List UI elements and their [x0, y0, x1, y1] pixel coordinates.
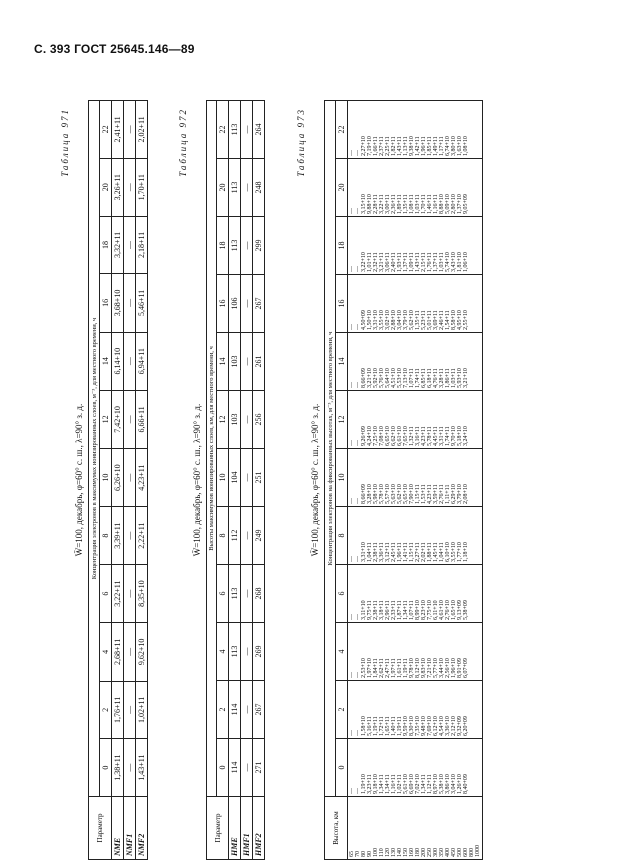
- height-header: Высота, км: [325, 797, 348, 860]
- table-cell: 112: [229, 507, 241, 565]
- table-973: [324, 100, 483, 860]
- table-row: [253, 101, 265, 860]
- table-cell: 6,26+10: [112, 449, 124, 507]
- hour-header: 18: [217, 217, 229, 275]
- table-cell: 104: [229, 449, 241, 507]
- hour-header: 6: [336, 565, 348, 623]
- table-cell: 248: [253, 159, 265, 217]
- data-column: — — 1,58+10 5,16+11 1,19+11 1,72+11 1,65+11 1,40+11 1,19+11 9,59+10 8,30+10 7,35+10 9,48+10 7,69+10 6,12+10 4,54+10 3,36+10 2,12+10 9,32+09 6,20+09: [348, 681, 483, 739]
- table-cell: —: [124, 158, 136, 216]
- hour-header: 12: [100, 390, 112, 448]
- table-cell: 267: [253, 681, 265, 739]
- table-cell: 6,66+11: [136, 390, 148, 448]
- table-cell: 267: [253, 275, 265, 333]
- hour-header: 22: [217, 101, 229, 159]
- data-column: — — 1,19+10 3,23+11 9,18+10 1,34+11 1,34+11 1,16+11 1,02+11 5,61+10 6,69+10 7,02+10 1,34+11 1,12+11 8,97+10 5,38+10 3,86+10 3,04+10 1,26+10 8,40+09: [348, 739, 483, 797]
- table-cell: 2,18+11: [136, 216, 148, 274]
- table-cell: 1,38+11: [112, 739, 124, 797]
- hour-header: 16: [217, 275, 229, 333]
- height-column: 65 70 80 90 100 110 120 130 140 150 160 180 200 250 300 350 400 450 500 600 800 1000: [348, 797, 483, 860]
- table-973-label: Таблица 973: [296, 108, 306, 177]
- hour-header: 2: [100, 681, 112, 739]
- data-column: — — 2,27+10 7,19+10 1,66+11 2,37+11 2,25+11 1,82+11 1,43+11 1,13+11 9,38+10 1,42+11 1,96+11 1,85+11 1,49+11 1,17+11 6,74+10 3,80+10 1,63+10 1,08+10: [348, 101, 483, 159]
- hour-header: 0: [217, 739, 229, 797]
- table-cell: —: [124, 739, 136, 797]
- hour-header: 22: [100, 101, 112, 159]
- table-972-caption: W̄=100, декабрь, φ=60° с. ш., λ=90° з. д.: [192, 403, 202, 557]
- table-cell: 269: [253, 623, 265, 681]
- table-cell: 256: [253, 391, 265, 449]
- table-cell: 249: [253, 507, 265, 565]
- table-cell: 2,68+11: [112, 623, 124, 681]
- hour-header: 8: [336, 507, 348, 565]
- hour-header: 16: [336, 275, 348, 333]
- table-cell: 271: [253, 739, 265, 797]
- table-cell: 3,39+11: [112, 507, 124, 565]
- table-cell: —: [124, 390, 136, 448]
- table-row: [229, 101, 241, 860]
- data-column: — — 3,15+10 9,88+10 2,28+11 3,22+11 3,00+11 2,36+11 1,89+11 1,35+11 1,08+11 1,03+11 1,70+11 1,46+11 1,16+11 8,88+10 5,09+10 2,80+10 1,37+10 9,05+09: [348, 159, 483, 217]
- table-972-label: Таблица 972: [178, 108, 188, 177]
- table-row: [136, 101, 148, 860]
- row-label: HMF1: [241, 797, 253, 860]
- table-cell: 261: [253, 333, 265, 391]
- data-column: — — 2,53+10 1,97+10 1,84+11 2,62+11 2,47+11 1,97+11 1,61+11 1,19+11 9,78+10 8,12+10 9,83+10 7,21+10 5,77+10 3,44+10 2,56+10 1,96+10 8,91+09 6,07+09: [348, 623, 483, 681]
- table-cell: —: [124, 216, 136, 274]
- table-cell: 3,22+11: [112, 565, 124, 623]
- page-header: С. 393 ГОСТ 25645.146—89: [34, 42, 195, 56]
- table-cell: —: [241, 681, 253, 739]
- table-cell: —: [241, 449, 253, 507]
- table-cell: 9,62+10: [136, 623, 148, 681]
- hour-header: 2: [217, 681, 229, 739]
- hour-header: 4: [100, 623, 112, 681]
- hour-header: 22: [336, 101, 348, 159]
- data-column: — — 8,66+09 3,21+10 5,92+10 5,76+10 5,64+10 4,51+10 5,53+10 7,13+10 1,07+11 1,74+11 6,85+11 6,18+11 4,76+11 3,28+11 1,86+11 1,03+11 5,93+10 3,21+10: [348, 333, 483, 391]
- hour-header: 16: [100, 274, 112, 332]
- table-cell: 113: [229, 159, 241, 217]
- table-cell: 268: [253, 565, 265, 623]
- table-cell: —: [241, 101, 253, 159]
- hour-header: 8: [217, 507, 229, 565]
- table-cell: —: [241, 739, 253, 797]
- table-cell: 2,02+11: [136, 101, 148, 159]
- data-column: — — 4,50+09 1,50+10 3,31+10 3,55+10 3,02+10 2,88+10 3,04+10 3,79+10 5,62+10 1,35+11 5,23+11 5,01+11 3,69+11 2,46+11 1,54+11 8,58+10 4,95+10 2,55+10: [348, 275, 483, 333]
- data-column: — — 9,26+09 4,24+10 7,25+10 7,08+10 6,65+10 6,62+10 6,61+10 7,65+10 1,32+11 3,16+11 4,23+11 5,78+11 4,45+11 3,31+11 1,74+11 9,70+10 5,18+10 3,24+10: [348, 391, 483, 449]
- table-cell: —: [124, 623, 136, 681]
- table-cell: —: [124, 565, 136, 623]
- hour-header: 0: [336, 739, 348, 797]
- table-cell: —: [124, 449, 136, 507]
- table-cell: —: [124, 681, 136, 739]
- table-cell: 113: [229, 101, 241, 159]
- data-column: — — 3,11+10 9,75+11 2,38+11 3,18+11 2,96+11 2,33+11 1,87+11 1,34+11 1,07+11 8,99+10 8,23+10 7,75+10 6,11+10 4,61+10 2,76+10 1,65+10 9,13+09 5,38+09: [348, 565, 483, 623]
- table-cell: 3,26+11: [112, 158, 124, 216]
- table-cell: 4,23+11: [136, 449, 148, 507]
- hour-header: 10: [100, 449, 112, 507]
- table-971-label: Таблица 971: [60, 108, 70, 177]
- hour-header: 18: [336, 217, 348, 275]
- hour-header: 14: [100, 332, 112, 390]
- row-label: NMF1: [124, 797, 136, 860]
- table-cell: —: [241, 333, 253, 391]
- hour-header: 14: [217, 333, 229, 391]
- table-cell: 103: [229, 391, 241, 449]
- table-971: [88, 100, 148, 860]
- table-cell: 113: [229, 623, 241, 681]
- table-cell: —: [124, 101, 136, 159]
- hour-header: 4: [336, 623, 348, 681]
- table-cell: —: [241, 159, 253, 217]
- table-row: [241, 101, 253, 860]
- table-cell: —: [241, 275, 253, 333]
- table-cell: —: [241, 507, 253, 565]
- table-972: [206, 100, 265, 860]
- hour-header: 4: [217, 623, 229, 681]
- table-cell: —: [241, 217, 253, 275]
- table-cell: 6,94+11: [136, 332, 148, 390]
- row-label: HME: [229, 797, 241, 860]
- row-label: HMF2: [253, 797, 265, 860]
- hour-header: 6: [100, 565, 112, 623]
- table-cell: —: [124, 332, 136, 390]
- table-cell: 1,02+11: [136, 681, 148, 739]
- table-cell: 103: [229, 333, 241, 391]
- param-header: Параметр: [89, 797, 112, 860]
- hour-header: 12: [217, 391, 229, 449]
- group-header: Концентрация электронов на фиксированных высотах, м⁻³, для местного времени, ч: [325, 101, 336, 797]
- table-cell: 5,46+11: [136, 274, 148, 332]
- table-cell: —: [241, 565, 253, 623]
- table-cell: —: [241, 391, 253, 449]
- table-cell: 113: [229, 565, 241, 623]
- table-cell: 2,41+11: [112, 101, 124, 159]
- hour-header: 0: [100, 739, 112, 797]
- row-label: NMF2: [136, 797, 148, 860]
- row-label: NME: [112, 797, 124, 860]
- table-cell: 3,68+10: [112, 274, 124, 332]
- hour-header: 6: [217, 565, 229, 623]
- table-cell: —: [124, 507, 136, 565]
- data-column: — — 3,31+10 1,04+11 2,38+11 3,36+11 3,12+11 2,45+11 1,96+11 1,41+11 1,15+11 2,27+11 2,02+11 1,88+11 1,45+11 1,04+11 6,10+10 3,55+10 1,77+10 1,18+10: [348, 507, 483, 565]
- hour-header: 14: [336, 333, 348, 391]
- table-cell: 3,32+11: [112, 216, 124, 274]
- hour-header: 2: [336, 681, 348, 739]
- hour-header: 12: [336, 391, 348, 449]
- table-971-caption: W̄=100, декабрь, φ=60° с. ш., λ=90° з. д.: [74, 403, 84, 557]
- table-cell: 2,22+11: [136, 507, 148, 565]
- data-column: — — 8,66+09 3,28+10 5,98+10 5,78+10 5,57+10 5,63+10 5,62+10 5,65+10 7,90+10 1,15+11 1,53+11 4,23+11 3,59+11 2,76+11 1,11+11 6,29+10 3,79+10 2,08+10: [348, 449, 483, 507]
- table-cell: 251: [253, 449, 265, 507]
- hour-header: 20: [100, 158, 112, 216]
- hour-header: 8: [100, 507, 112, 565]
- hour-header: 18: [100, 216, 112, 274]
- table-cell: —: [124, 274, 136, 332]
- hour-header: 10: [217, 449, 229, 507]
- table-cell: 1,43+11: [136, 739, 148, 797]
- table-cell: 114: [229, 681, 241, 739]
- param-header: Параметр: [207, 797, 229, 860]
- table-973-caption: W̄=100, декабрь, φ=60° с. ш., λ=90° з. д.: [310, 403, 320, 557]
- table-cell: 7,42+10: [112, 390, 124, 448]
- table-row: [124, 101, 136, 860]
- table-cell: 6,14+10: [112, 332, 124, 390]
- table-row: [112, 101, 124, 860]
- table-cell: —: [241, 623, 253, 681]
- table-cell: 1,76+11: [112, 681, 124, 739]
- table-cell: 1,70+11: [136, 158, 148, 216]
- hour-header: 20: [217, 159, 229, 217]
- hour-header: 20: [336, 159, 348, 217]
- table-cell: 113: [229, 217, 241, 275]
- table-cell: 8,35+10: [136, 565, 148, 623]
- group-header: Высоты максимумов ионизированных слоев, км, для местного времени, ч: [207, 101, 217, 797]
- hour-header: 10: [336, 449, 348, 507]
- table-cell: 264: [253, 101, 265, 159]
- table-cell: 106: [229, 275, 241, 333]
- group-header: Концентрация электронов в максимумах ионизированных слоев, м⁻³, для местного времени, ч: [89, 101, 100, 797]
- rotated-page-content: [60, 100, 620, 860]
- table-cell: 299: [253, 217, 265, 275]
- data-column: — — 3,22+10 1,01+11 2,32+11 3,21+11 3,06+11 2,40+11 1,93+11 1,37+11 1,09+11 1,43+11 2,15+11 1,76+11 1,37+11 1,03+11 5,74+10 3,43+10 1,81+10 1,06+10: [348, 217, 483, 275]
- table-cell: 114: [229, 739, 241, 797]
